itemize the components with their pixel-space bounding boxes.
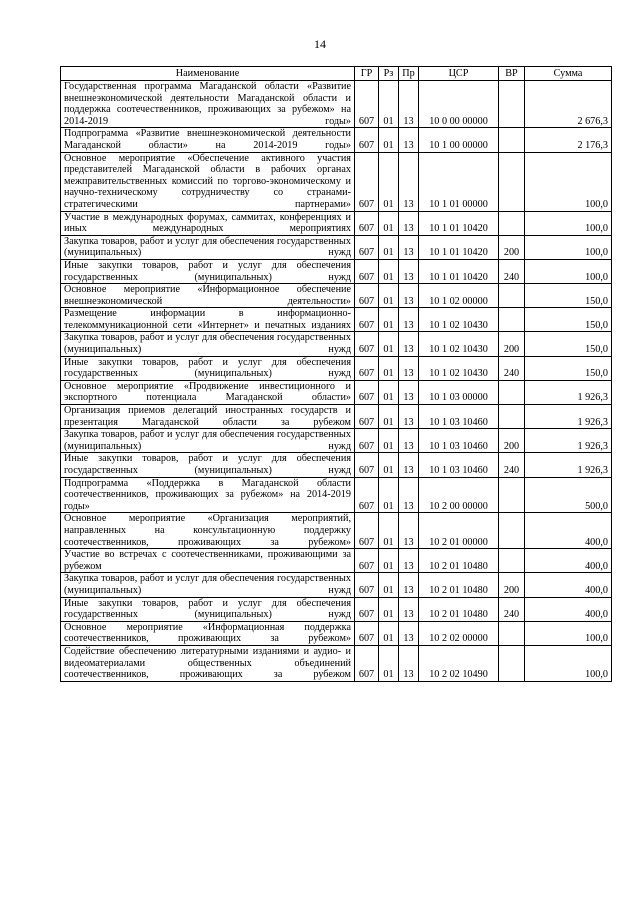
cell-sum: 100,0 xyxy=(525,645,612,681)
table-row xyxy=(61,211,612,235)
col-header-csr: ЦСР xyxy=(419,67,499,81)
table-row xyxy=(61,308,612,332)
col-header-gr: ГР xyxy=(355,67,379,81)
table-row xyxy=(61,453,612,477)
cell-csr: 10 2 01 00000 xyxy=(419,513,499,549)
cell-sum: 400,0 xyxy=(525,597,612,621)
cell-vr: 200 xyxy=(499,429,525,453)
cell-vr: 240 xyxy=(499,356,525,380)
cell-gr: 607 xyxy=(355,332,379,356)
table-row xyxy=(61,356,612,380)
cell-sum: 2 176,3 xyxy=(525,128,612,152)
cell-csr: 10 2 02 10490 xyxy=(419,645,499,681)
cell-vr xyxy=(499,380,525,404)
cell-name: Размещение информации в информационно-телекоммуникационной сети «Интернет» и печатных изданиях xyxy=(61,308,355,332)
cell-pr: 13 xyxy=(399,477,419,513)
table-row xyxy=(61,549,612,573)
cell-pr: 13 xyxy=(399,573,419,597)
cell-csr: 10 1 03 10460 xyxy=(419,453,499,477)
cell-gr: 607 xyxy=(355,259,379,283)
col-header-sum: Сумма xyxy=(525,67,612,81)
table-row xyxy=(61,645,612,681)
cell-gr: 607 xyxy=(355,211,379,235)
cell-gr: 607 xyxy=(355,597,379,621)
cell-sum: 2 676,3 xyxy=(525,81,612,128)
cell-name: Государственная программа Магаданской области «Развитие внешнеэкономической деятельности Магаданской области и поддержка соотечественников, проживающих за рубежом» на 2014-2019 годы» xyxy=(61,81,355,128)
col-header-name: Наименование xyxy=(61,67,355,81)
cell-pr: 13 xyxy=(399,235,419,259)
cell-pr: 13 xyxy=(399,645,419,681)
cell-rz: 01 xyxy=(379,645,399,681)
cell-gr: 607 xyxy=(355,284,379,308)
cell-vr xyxy=(499,152,525,211)
cell-csr: 10 1 02 00000 xyxy=(419,284,499,308)
cell-sum: 1 926,3 xyxy=(525,453,612,477)
cell-pr: 13 xyxy=(399,259,419,283)
cell-name: Организация приемов делегаций иностранных государств и презентация Магаданской области за рубежом xyxy=(61,405,355,429)
cell-name: Содействие обеспечению литературными изданиями и аудио- и видеоматериалами общественных объединений соотечественников, проживающих за рубежом xyxy=(61,645,355,681)
cell-gr: 607 xyxy=(355,453,379,477)
table-row xyxy=(61,380,612,404)
cell-csr: 10 1 00 00000 xyxy=(419,128,499,152)
table-row xyxy=(61,621,612,645)
table-row xyxy=(61,513,612,549)
cell-pr: 13 xyxy=(399,513,419,549)
cell-name: Основное мероприятие «Организация мероприятий, направленных на консультационную поддержку соотечественников, проживающих за рубежом» xyxy=(61,513,355,549)
table-row xyxy=(61,284,612,308)
cell-sum: 400,0 xyxy=(525,549,612,573)
cell-rz: 01 xyxy=(379,573,399,597)
cell-csr: 10 0 00 00000 xyxy=(419,81,499,128)
cell-pr: 13 xyxy=(399,453,419,477)
cell-vr xyxy=(499,513,525,549)
table-row xyxy=(61,573,612,597)
cell-rz: 01 xyxy=(379,356,399,380)
cell-vr xyxy=(499,549,525,573)
cell-gr: 607 xyxy=(355,81,379,128)
cell-name: Иные закупки товаров, работ и услуг для обеспечения государственных (муниципальных) нужд xyxy=(61,259,355,283)
cell-rz: 01 xyxy=(379,477,399,513)
cell-sum: 1 926,3 xyxy=(525,429,612,453)
cell-sum: 100,0 xyxy=(525,621,612,645)
cell-gr: 607 xyxy=(355,549,379,573)
cell-rz: 01 xyxy=(379,513,399,549)
cell-sum: 100,0 xyxy=(525,235,612,259)
table-row xyxy=(61,429,612,453)
cell-vr: 240 xyxy=(499,597,525,621)
cell-sum: 150,0 xyxy=(525,284,612,308)
table-header-row xyxy=(61,67,612,81)
cell-sum: 400,0 xyxy=(525,513,612,549)
cell-gr: 607 xyxy=(355,429,379,453)
cell-pr: 13 xyxy=(399,597,419,621)
cell-pr: 13 xyxy=(399,405,419,429)
cell-vr: 240 xyxy=(499,453,525,477)
cell-csr: 10 1 02 10430 xyxy=(419,356,499,380)
cell-rz: 01 xyxy=(379,549,399,573)
cell-gr: 607 xyxy=(355,477,379,513)
col-header-rz: Рз xyxy=(379,67,399,81)
cell-pr: 13 xyxy=(399,549,419,573)
page-number: 14 xyxy=(314,37,326,51)
cell-sum: 1 926,3 xyxy=(525,380,612,404)
table-row xyxy=(61,81,612,128)
cell-rz: 01 xyxy=(379,211,399,235)
cell-csr: 10 1 03 10460 xyxy=(419,429,499,453)
cell-name: Закупка товаров, работ и услуг для обеспечения государственных (муниципальных) нужд xyxy=(61,573,355,597)
cell-name: Иные закупки товаров, работ и услуг для обеспечения государственных (муниципальных) нужд xyxy=(61,453,355,477)
cell-name: Подпрограмма «Развитие внешнеэкономической деятельности Магаданской области» на 2014-2019 годы» xyxy=(61,128,355,152)
cell-name: Основное мероприятие «Информационная поддержка соотечественников, проживающих за рубежом» xyxy=(61,621,355,645)
cell-name: Основное мероприятие «Информационное обеспечение внешнеэкономической деятельности» xyxy=(61,284,355,308)
table-row xyxy=(61,152,612,211)
cell-gr: 607 xyxy=(355,128,379,152)
cell-rz: 01 xyxy=(379,429,399,453)
cell-pr: 13 xyxy=(399,211,419,235)
cell-rz: 01 xyxy=(379,235,399,259)
cell-sum: 100,0 xyxy=(525,211,612,235)
cell-csr: 10 2 02 00000 xyxy=(419,621,499,645)
cell-rz: 01 xyxy=(379,152,399,211)
cell-vr xyxy=(499,308,525,332)
cell-csr: 10 2 01 10480 xyxy=(419,573,499,597)
cell-pr: 13 xyxy=(399,308,419,332)
cell-rz: 01 xyxy=(379,405,399,429)
cell-vr xyxy=(499,284,525,308)
table-row xyxy=(61,597,612,621)
cell-name: Закупка товаров, работ и услуг для обеспечения государственных (муниципальных) нужд xyxy=(61,429,355,453)
table-row xyxy=(61,477,612,513)
cell-sum: 100,0 xyxy=(525,259,612,283)
cell-rz: 01 xyxy=(379,380,399,404)
cell-gr: 607 xyxy=(355,513,379,549)
cell-csr: 10 1 03 00000 xyxy=(419,380,499,404)
cell-vr xyxy=(499,621,525,645)
cell-csr: 10 1 02 10430 xyxy=(419,308,499,332)
cell-name: Подпрограмма «Поддержка в Магаданской области соотечественников, проживающих за рубежом» на 2014-2019 годы» xyxy=(61,477,355,513)
cell-sum: 150,0 xyxy=(525,356,612,380)
table-row xyxy=(61,235,612,259)
cell-name: Закупка товаров, работ и услуг для обеспечения государственных (муниципальных) нужд xyxy=(61,332,355,356)
cell-vr: 240 xyxy=(499,259,525,283)
cell-pr: 13 xyxy=(399,332,419,356)
cell-rz: 01 xyxy=(379,453,399,477)
cell-vr xyxy=(499,477,525,513)
cell-csr: 10 1 01 00000 xyxy=(419,152,499,211)
cell-pr: 13 xyxy=(399,152,419,211)
cell-vr xyxy=(499,405,525,429)
cell-sum: 150,0 xyxy=(525,332,612,356)
cell-pr: 13 xyxy=(399,380,419,404)
cell-pr: 13 xyxy=(399,356,419,380)
cell-pr: 13 xyxy=(399,81,419,128)
cell-rz: 01 xyxy=(379,597,399,621)
col-header-vr: ВР xyxy=(499,67,525,81)
table-row xyxy=(61,332,612,356)
cell-pr: 13 xyxy=(399,429,419,453)
cell-name: Основное мероприятие «Обеспечение активного участия представителей Магаданской области в рабочих органах межправительственных комиссий по торгово-экономическому и научно-техническому сотрудничеству со странами-стратегическими партнерами» xyxy=(61,152,355,211)
cell-csr: 10 2 01 10480 xyxy=(419,597,499,621)
table-body xyxy=(61,81,612,682)
cell-rz: 01 xyxy=(379,621,399,645)
cell-gr: 607 xyxy=(355,308,379,332)
table-row xyxy=(61,259,612,283)
table-row xyxy=(61,128,612,152)
cell-gr: 607 xyxy=(355,573,379,597)
cell-csr: 10 2 01 10480 xyxy=(419,549,499,573)
cell-name: Иные закупки товаров, работ и услуг для обеспечения государственных (муниципальных) нужд xyxy=(61,597,355,621)
budget-table xyxy=(60,66,612,682)
cell-vr xyxy=(499,211,525,235)
cell-sum: 500,0 xyxy=(525,477,612,513)
cell-name: Основное мероприятие «Продвижение инвестиционного и экспортного потенциала Магаданской области» xyxy=(61,380,355,404)
cell-vr: 200 xyxy=(499,235,525,259)
cell-name: Участие во встречах с соотечественниками, проживающими за рубежом xyxy=(61,549,355,573)
cell-vr xyxy=(499,128,525,152)
cell-vr: 200 xyxy=(499,332,525,356)
cell-pr: 13 xyxy=(399,128,419,152)
cell-vr xyxy=(499,81,525,128)
cell-sum: 400,0 xyxy=(525,573,612,597)
cell-rz: 01 xyxy=(379,81,399,128)
cell-gr: 607 xyxy=(355,235,379,259)
cell-rz: 01 xyxy=(379,308,399,332)
cell-rz: 01 xyxy=(379,259,399,283)
cell-sum: 1 926,3 xyxy=(525,405,612,429)
cell-rz: 01 xyxy=(379,332,399,356)
cell-csr: 10 2 00 00000 xyxy=(419,477,499,513)
cell-vr: 200 xyxy=(499,573,525,597)
cell-gr: 607 xyxy=(355,380,379,404)
cell-vr xyxy=(499,645,525,681)
cell-sum: 150,0 xyxy=(525,308,612,332)
cell-gr: 607 xyxy=(355,405,379,429)
cell-csr: 10 1 03 10460 xyxy=(419,405,499,429)
table-row xyxy=(61,405,612,429)
cell-gr: 607 xyxy=(355,645,379,681)
cell-name: Закупка товаров, работ и услуг для обеспечения государственных (муниципальных) нужд xyxy=(61,235,355,259)
cell-gr: 607 xyxy=(355,152,379,211)
col-header-pr: Пр xyxy=(399,67,419,81)
cell-rz: 01 xyxy=(379,128,399,152)
cell-pr: 13 xyxy=(399,621,419,645)
cell-name: Участие в международных форумах, саммитах, конференциях и иных международных мероприятиях xyxy=(61,211,355,235)
cell-gr: 607 xyxy=(355,356,379,380)
cell-name: Иные закупки товаров, работ и услуг для обеспечения государственных (муниципальных) нужд xyxy=(61,356,355,380)
cell-sum: 100,0 xyxy=(525,152,612,211)
cell-csr: 10 1 01 10420 xyxy=(419,211,499,235)
cell-csr: 10 1 01 10420 xyxy=(419,259,499,283)
cell-pr: 13 xyxy=(399,284,419,308)
cell-gr: 607 xyxy=(355,621,379,645)
cell-csr: 10 1 01 10420 xyxy=(419,235,499,259)
cell-rz: 01 xyxy=(379,284,399,308)
cell-csr: 10 1 02 10430 xyxy=(419,332,499,356)
